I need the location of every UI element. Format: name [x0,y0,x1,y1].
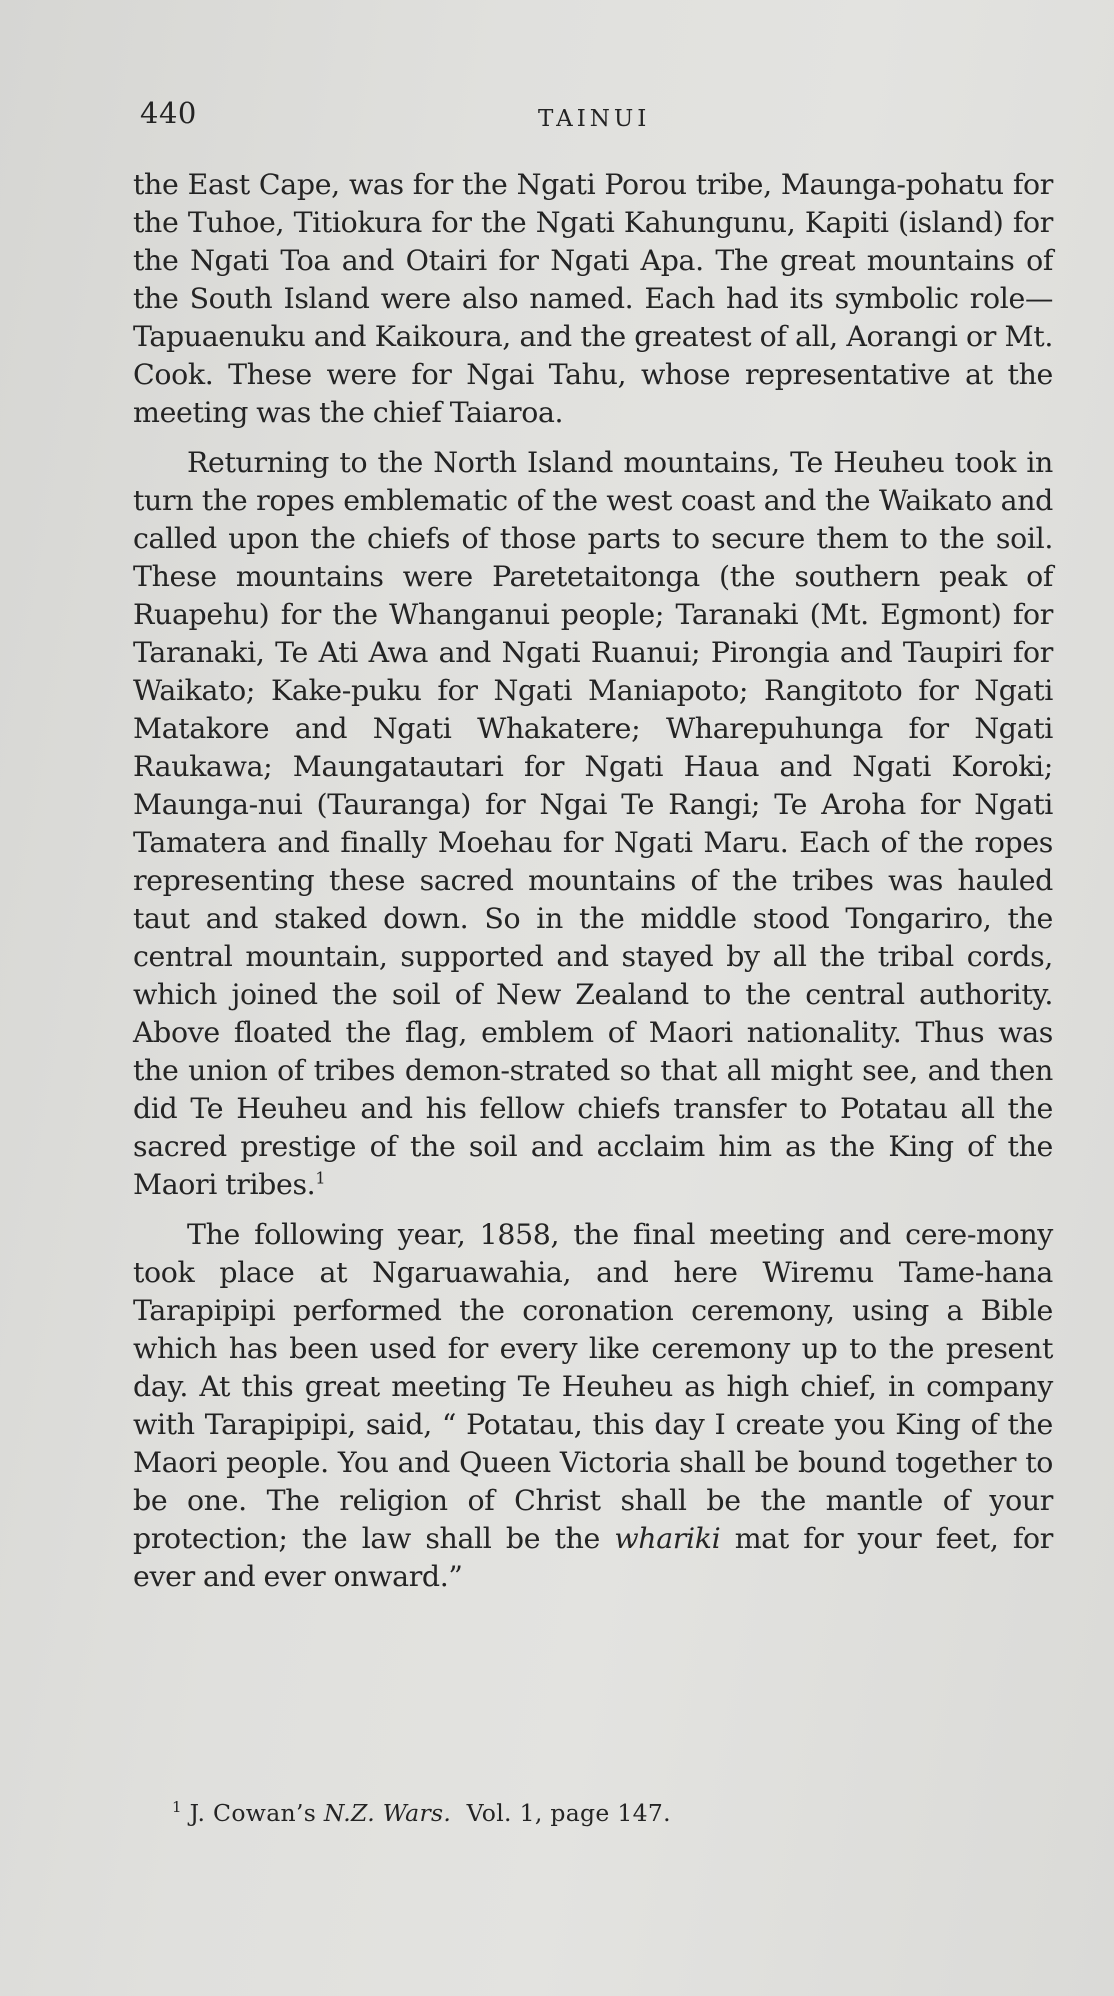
footnote-detail: Vol. 1, page 147. [451,1798,671,1827]
page-header [140,96,1060,136]
italic-term: whariki [614,1522,721,1555]
footnote [172,1798,671,1827]
footnote-author: J. Cowan’s [189,1798,324,1827]
page-number: 440 [140,96,197,130]
paragraph-3-text-after: mat for your feet, for ever and ever onward.” [133,1522,1053,1593]
paragraph-2-text: Returning to the North Island mountains, Te Heuheu took in turn the ropes emblematic of the west coast and the Waikato and called upon the chiefs of those parts to secure them to the soil. These mountains were Paretetaitonga (the southern peak of Ruapehu) for the Whanganui people; Taranaki (Mt. Egmont) for Taranaki, Te Ati Awa and Ngati Ruanui; Pirongia and Taupiri for Waikato; Kake-puku for Ngati Maniapoto; Rangitoto for Ngati Matakore and Ngati Whakatere; Wharepuhunga for Ngati Raukawa; Maungatautari for Ngati Haua and Ngati Koroki; Maunga-nui (Tauranga) for Ngai Te Rangi; Te Aroha for Ngati Tamatera and finally Moehau for Ngati Maru. Each of the ropes representing these sacred mountains of the tribes was hauled taut and staked down. So in the middle stood Tongariro, the central mountain, supported and stayed by all the tribal cords, which joined the soil of New Zealand to the central authority. Above floated the flag, emblem of Maori nationality. Thus was the union of tribes demon-strated so that all might see, and then did Te Heuheu and his fellow chiefs transfer to Potatau all the sacred prestige of the soil and acclaim him as the King of the Maori tribes. [133,446,1053,1201]
footnote-reference: 1 [315,1168,326,1188]
paragraph-1-text: the East Cape, was for the Ngati Porou tribe, Maunga-pohatu for the Tuhoe, Titiokura for the Ngati Kahungunu, Kapiti (island) for the Ngati Toa and Otairi for Ngati Apa. The great mountains of the South Island were also named. Each had its symbolic role—Tapuaenuku and Kaikoura, and the greatest of all, Aorangi or Mt. Cook. These were for Ngai Tahu, whose representative at the meeting was the chief Taiaroa. [133,168,1053,429]
running-head: TAINUI [538,106,651,132]
paragraph-3 [133,1216,1053,1596]
paragraph-1 [133,166,1053,432]
paragraph-2 [133,444,1053,1204]
footnote-title: N.Z. Wars. [323,1798,452,1827]
footnote-marker: 1 [172,1798,182,1816]
paragraph-3-text-before: The following year, 1858, the final meeting and cere-mony took place at Ngaruawahia, and here Wiremu Tame-hana Tarapipipi performed the coronation ceremony, using a Bible which has been used for every like ceremony up to the present day. At this great meeting Te Heuheu as high chief, in company with Tarapipipi, said, “ Potatau, this day I create you King of the Maori people. You and Queen Victoria shall be bound together to be one. The religion of Christ shall be the mantle of your protection; the law shall be the [133,1218,1053,1555]
body-text [133,166,1053,1596]
